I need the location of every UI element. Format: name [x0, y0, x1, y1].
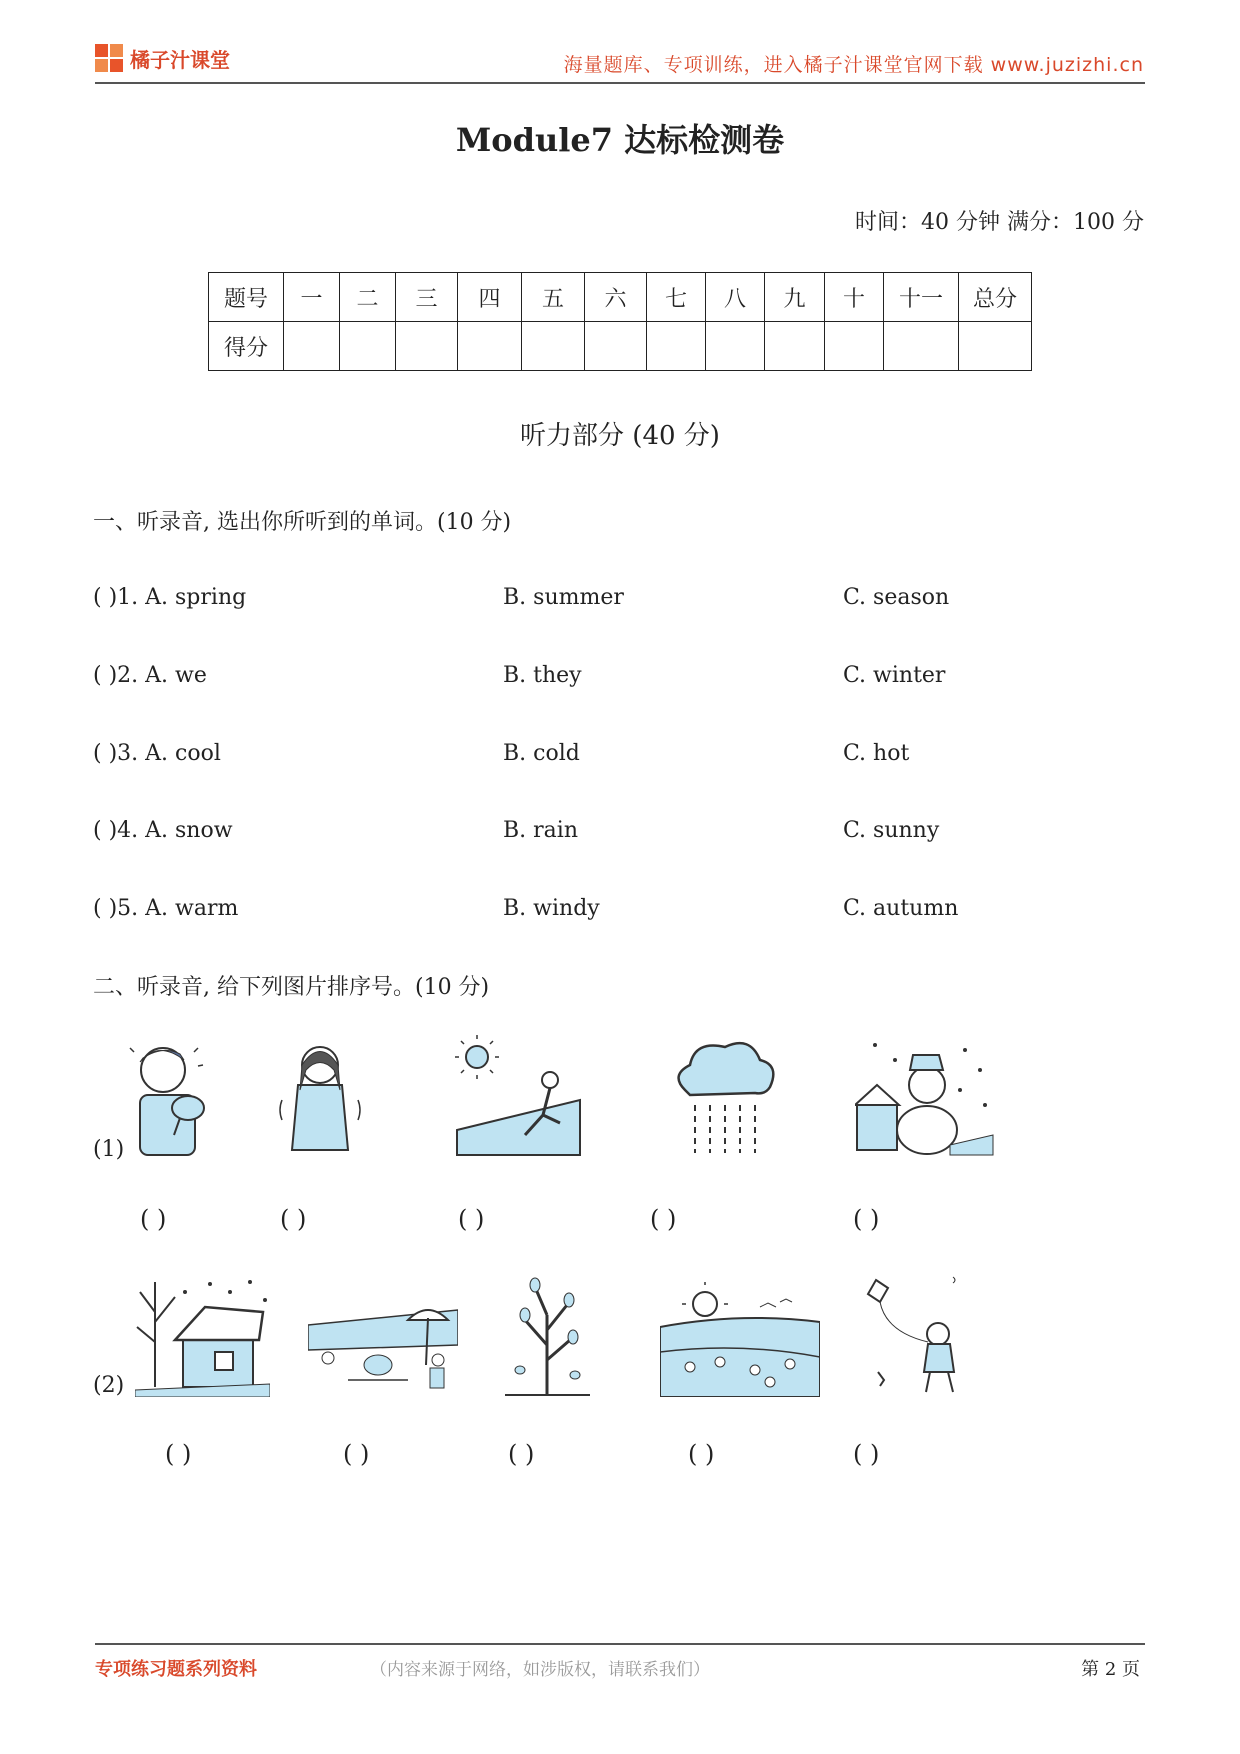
score-table-score-row — [209, 322, 1032, 371]
autumn-tree-picture — [505, 1275, 590, 1400]
score-blank[interactable] — [706, 322, 765, 371]
score-blank[interactable] — [647, 322, 706, 371]
question-option-b: B. cold — [503, 741, 580, 766]
question-option-c: C. autumn — [843, 896, 959, 921]
question-option-b: B. rain — [503, 818, 578, 843]
answer-blank[interactable]: ( ) — [853, 1440, 880, 1468]
header-slogan: 海量题库、专项训练，进入橘子汁课堂官网下载 www.juzizhi.cn — [563, 54, 1144, 76]
score-blank[interactable] — [340, 322, 396, 371]
footer-series-label: 专项练习题系列资料 — [95, 1659, 257, 1680]
score-table — [208, 272, 1032, 371]
row2-label: (2) — [93, 1373, 125, 1398]
question-option-b: B. they — [503, 663, 582, 688]
table-cell: 六 — [585, 273, 647, 322]
answer-blank[interactable]: ( ) — [280, 1205, 307, 1233]
page-title: Module7 达标检测卷 — [455, 121, 785, 159]
answer-blank[interactable]: ( ) — [343, 1440, 370, 1468]
snowman-picture — [855, 1035, 995, 1160]
question-option-b: B. windy — [503, 896, 600, 921]
score-blank[interactable] — [959, 322, 1032, 371]
table-cell: 得分 — [209, 322, 284, 371]
table-cell: 题号 — [209, 273, 284, 322]
answer-blank[interactable]: ( ) — [165, 1440, 192, 1468]
answer-blank[interactable]: ( ) — [853, 1205, 880, 1233]
table-cell: 十一 — [884, 273, 959, 322]
score-blank[interactable] — [585, 322, 647, 371]
answer-blank[interactable]: ( ) — [688, 1440, 715, 1468]
logo-text: 橘子汁课堂 — [130, 48, 230, 72]
table-cell: 七 — [647, 273, 706, 322]
table-cell: 三 — [396, 273, 458, 322]
header-divider — [95, 82, 1145, 84]
question-option-c: C. hot — [843, 741, 910, 766]
score-blank[interactable] — [396, 322, 458, 371]
question-option-a: ( )1. A. spring — [93, 585, 247, 610]
spring-field-picture — [660, 1282, 820, 1397]
score-blank[interactable] — [522, 322, 585, 371]
question-option-a: ( )5. A. warm — [93, 896, 239, 921]
score-blank[interactable] — [884, 322, 959, 371]
answer-blank[interactable]: ( ) — [458, 1205, 485, 1233]
table-cell: 二 — [340, 273, 396, 322]
score-blank[interactable] — [765, 322, 825, 371]
question-option-b: B. summer — [503, 585, 624, 610]
rain-cloud-picture — [670, 1035, 780, 1160]
row1-label: (1) — [93, 1137, 125, 1162]
table-cell: 一 — [284, 273, 340, 322]
answer-blank[interactable]: ( ) — [140, 1205, 167, 1233]
cold-girl-picture — [270, 1040, 370, 1160]
question-option-a: ( )3. A. cool — [93, 741, 221, 766]
sunny-hill-picture — [455, 1035, 585, 1160]
table-cell: 十 — [825, 273, 884, 322]
listening-section-heading: 听力部分 (40 分) — [520, 421, 720, 451]
beach-picture — [308, 1290, 458, 1400]
logo-icon — [95, 44, 125, 74]
page-number: 第 2 页 — [1081, 1659, 1140, 1680]
score-table-header-row — [209, 273, 1032, 322]
answer-blank[interactable]: ( ) — [508, 1440, 535, 1468]
question-option-c: C. season — [843, 585, 950, 610]
table-cell: 五 — [522, 273, 585, 322]
score-blank[interactable] — [458, 322, 522, 371]
part2-instruction: 二、听录音, 给下列图片排序号。(10 分) — [93, 975, 490, 1000]
time-info: 时间：40 分钟 满分：100 分 — [855, 210, 1144, 235]
score-blank[interactable] — [825, 322, 884, 371]
question-option-c: C. winter — [843, 663, 946, 688]
footer-copyright-note: （内容来源于网络，如涉版权，请联系我们） — [370, 1660, 710, 1680]
part1-instruction: 一、听录音, 选出你所听到的单词。(10 分) — [93, 510, 512, 535]
windy-kite-picture — [858, 1272, 968, 1397]
table-cell: 九 — [765, 273, 825, 322]
question-option-a: ( )2. A. we — [93, 663, 207, 688]
table-cell: 四 — [458, 273, 522, 322]
score-blank[interactable] — [284, 322, 340, 371]
table-cell: 总分 — [959, 273, 1032, 322]
answer-blank[interactable]: ( ) — [650, 1205, 677, 1233]
hot-boy-picture — [118, 1040, 218, 1160]
snowy-house-picture — [135, 1272, 270, 1397]
footer-divider — [95, 1643, 1145, 1645]
question-option-a: ( )4. A. snow — [93, 818, 233, 843]
table-cell: 八 — [706, 273, 765, 322]
question-option-c: C. sunny — [843, 818, 940, 843]
